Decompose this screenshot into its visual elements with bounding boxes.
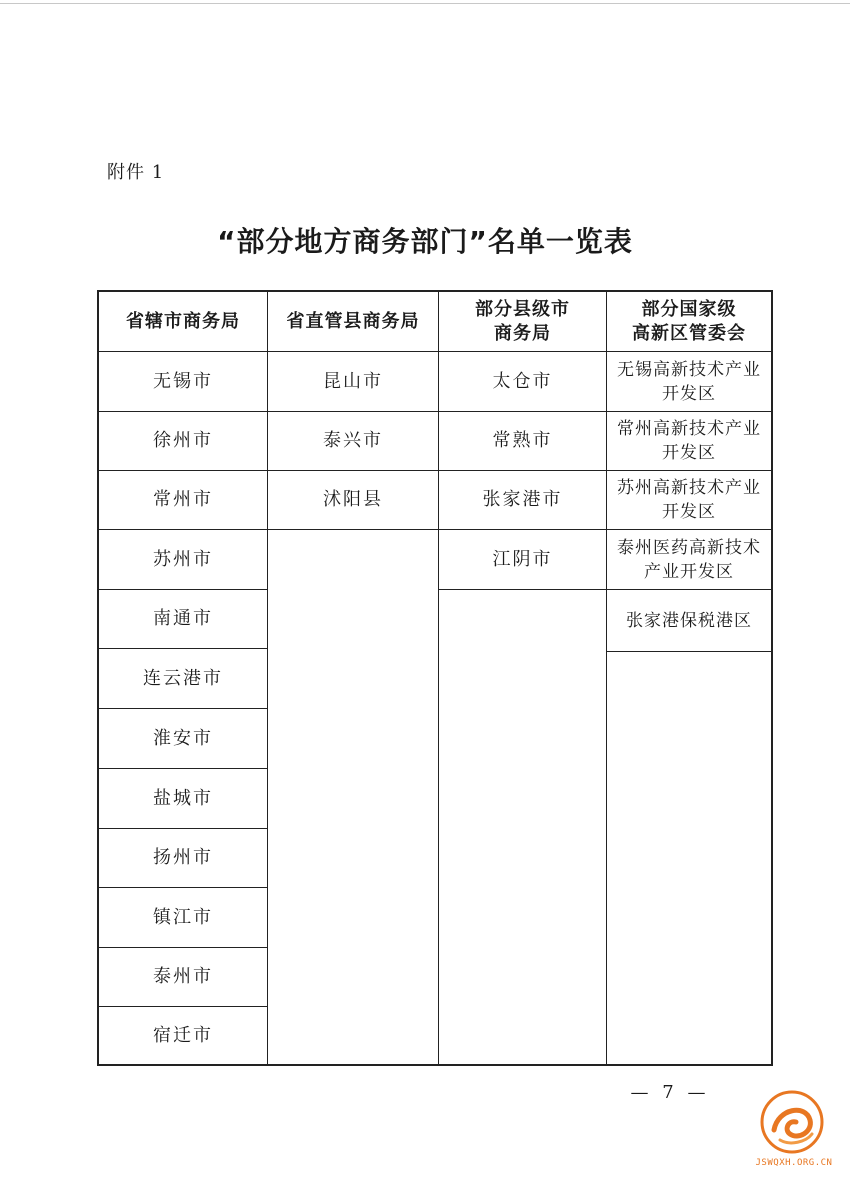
- table-cell: 张家港市: [439, 471, 606, 530]
- table-cell: 张家港保税港区: [607, 590, 771, 652]
- column-county-bureaus: [267, 292, 438, 1064]
- table-cell: 连云港市: [99, 649, 267, 709]
- table-cell: 常熟市: [439, 412, 606, 471]
- table-cell: 扬州市: [99, 829, 267, 888]
- header-hightech-zones: 部分国家级 高新区管委会: [607, 292, 771, 352]
- watermark-text: JSWQXH.ORG.CN: [755, 1158, 833, 1168]
- table-cell: 常州市: [99, 471, 267, 530]
- table-cell: 无锡高新技术产业开发区: [607, 352, 771, 412]
- page-title: “部分地方商务部门”名单一览表: [217, 225, 633, 258]
- table-cell: 昆山市: [268, 352, 438, 412]
- table-cell: 淮安市: [99, 709, 267, 769]
- table-cell: 太仓市: [439, 352, 606, 412]
- scan-edge-line: [0, 3, 850, 4]
- column-county-level-city-bureaus: [438, 292, 606, 1064]
- attachment-label: 附件 1: [107, 162, 165, 183]
- table-cell: 泰州市: [99, 948, 267, 1007]
- site-logo-icon: [760, 1090, 824, 1154]
- table-cell: 宿迁市: [153, 1024, 213, 1046]
- list-table: [97, 290, 773, 1066]
- header-county-bureaus: 省直管县商务局: [268, 292, 438, 352]
- table-cell: 苏州市: [99, 530, 267, 590]
- table-cell: 苏州高新技术产业开发区: [607, 471, 771, 530]
- table-cell: 常州高新技术产业开发区: [607, 412, 771, 471]
- page-number: — 7 —: [630, 1082, 710, 1103]
- column-city-bureaus: [99, 292, 267, 1064]
- table-cell: 南通市: [99, 590, 267, 649]
- table-cell: 无锡市: [99, 352, 267, 412]
- column-hightech-zones: [606, 292, 771, 1064]
- table-cell: 镇江市: [99, 888, 267, 948]
- table-cell: 泰兴市: [268, 412, 438, 471]
- header-county-level-city-bureaus: 部分县级市 商务局: [439, 292, 606, 352]
- table-cell: 徐州市: [99, 412, 267, 471]
- table-cell: 盐城市: [99, 769, 267, 829]
- table-cell: 泰州医药高新技术产业开发区: [607, 530, 771, 590]
- header-city-bureaus: 省辖市商务局: [99, 292, 267, 352]
- table-cell: 沭阳县: [268, 471, 438, 530]
- table-cell: 江阴市: [439, 530, 606, 590]
